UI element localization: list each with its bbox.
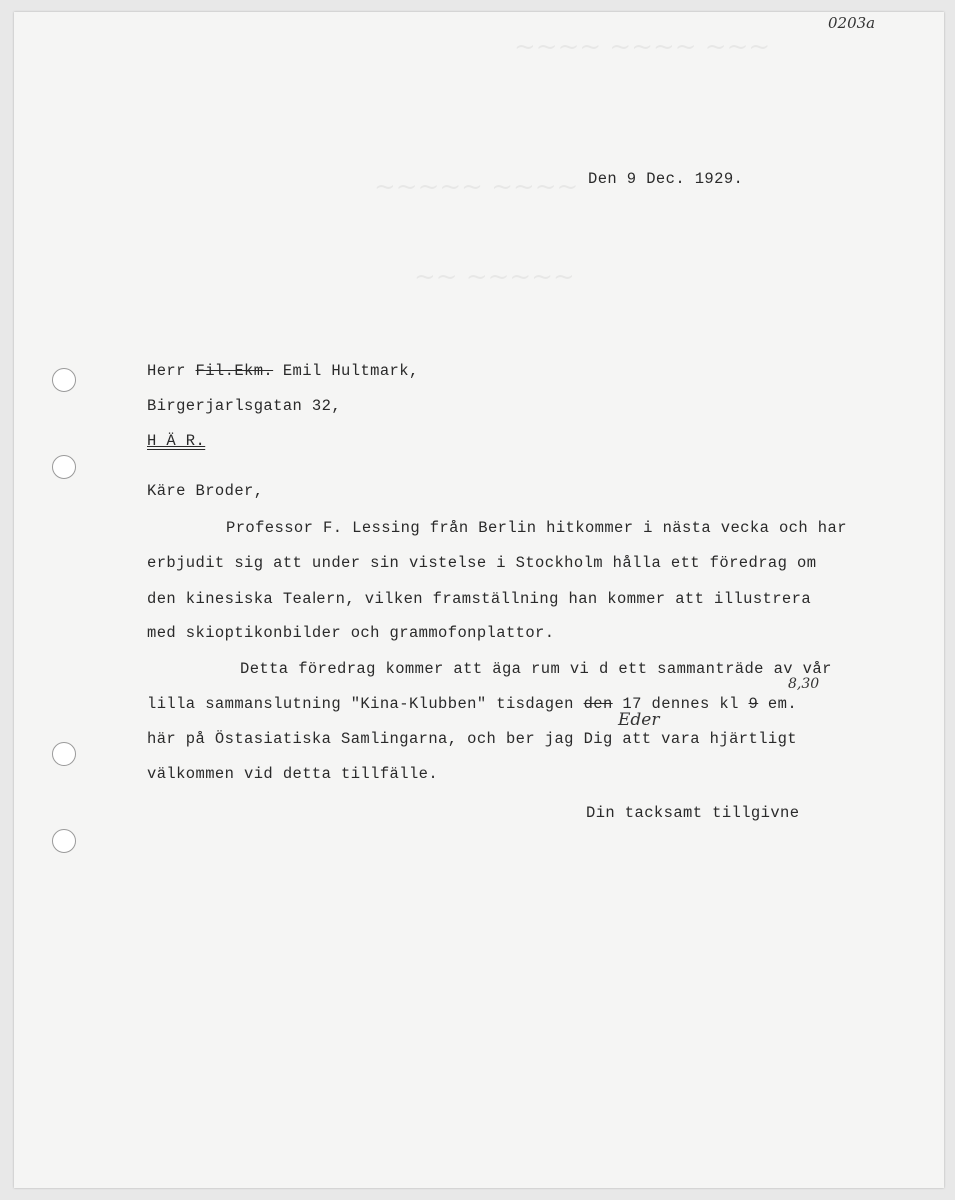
recipient-name-line bbox=[147, 362, 419, 380]
struck-word: den bbox=[583, 695, 613, 713]
paragraph-2-line bbox=[147, 695, 797, 713]
letter-date: Den 9 Dec. 1929. bbox=[588, 170, 744, 188]
recipient-street: Birgerjarlsgatan 32, bbox=[147, 397, 342, 415]
line-text: em. bbox=[758, 695, 798, 713]
struck-time: 9 bbox=[748, 695, 759, 713]
punch-hole bbox=[52, 742, 76, 766]
letter-sheet bbox=[14, 12, 944, 1188]
paragraph-1-line: Professor F. Lessing från Berlin hitkommer i nästa vecka och har bbox=[226, 519, 847, 537]
paragraph-1-line: med skioptikonbilder och grammofonplattor. bbox=[147, 624, 555, 642]
paragraph-2-line: här på Östasiatiska Samlingarna, och ber jag Dig att vara hjärtligt bbox=[147, 730, 798, 748]
bleed-through-marks: ~~~~ ~~~~ ~~~ bbox=[514, 32, 771, 62]
paragraph-2-line: Detta föredrag kommer att äga rum vi d ett sammanträde av vår bbox=[240, 660, 832, 678]
paragraph-1-line: erbjudit sig att under sin vistelse i Stockholm hålla ett föredrag om bbox=[147, 554, 817, 572]
recipient-name: Emil Hultmark, bbox=[282, 362, 419, 380]
struck-honorific: Fil.Ekm. bbox=[195, 362, 274, 380]
paragraph-1-line: den kinesiska Teaߊern, vilken framställning han kommer att illustrera bbox=[147, 590, 812, 608]
closing: Din tacksamt tillgivne bbox=[586, 804, 800, 822]
recipient-city: H Ä R. bbox=[147, 432, 206, 450]
punch-hole bbox=[52, 368, 76, 392]
punch-hole bbox=[52, 829, 76, 853]
line-text: 17 dennes kl bbox=[612, 695, 749, 713]
archive-number: 0203a bbox=[828, 14, 876, 32]
line-text: lilla sammanslutning "Kina-Klubben" tisdagen bbox=[147, 695, 574, 713]
handwritten-word-correction: Eder bbox=[618, 710, 660, 730]
paragraph-2-line: välkommen vid detta tillfälle. bbox=[147, 765, 439, 783]
title-prefix: Herr bbox=[147, 362, 186, 380]
bleed-through-marks: ~~ ~~~~~ bbox=[414, 262, 575, 292]
punch-hole bbox=[52, 455, 76, 479]
bleed-through-marks: ~~~~~ ~~~~ bbox=[374, 172, 579, 202]
handwritten-time-correction: 8,30 bbox=[788, 676, 820, 692]
salutation: Käre Broder, bbox=[147, 482, 264, 500]
